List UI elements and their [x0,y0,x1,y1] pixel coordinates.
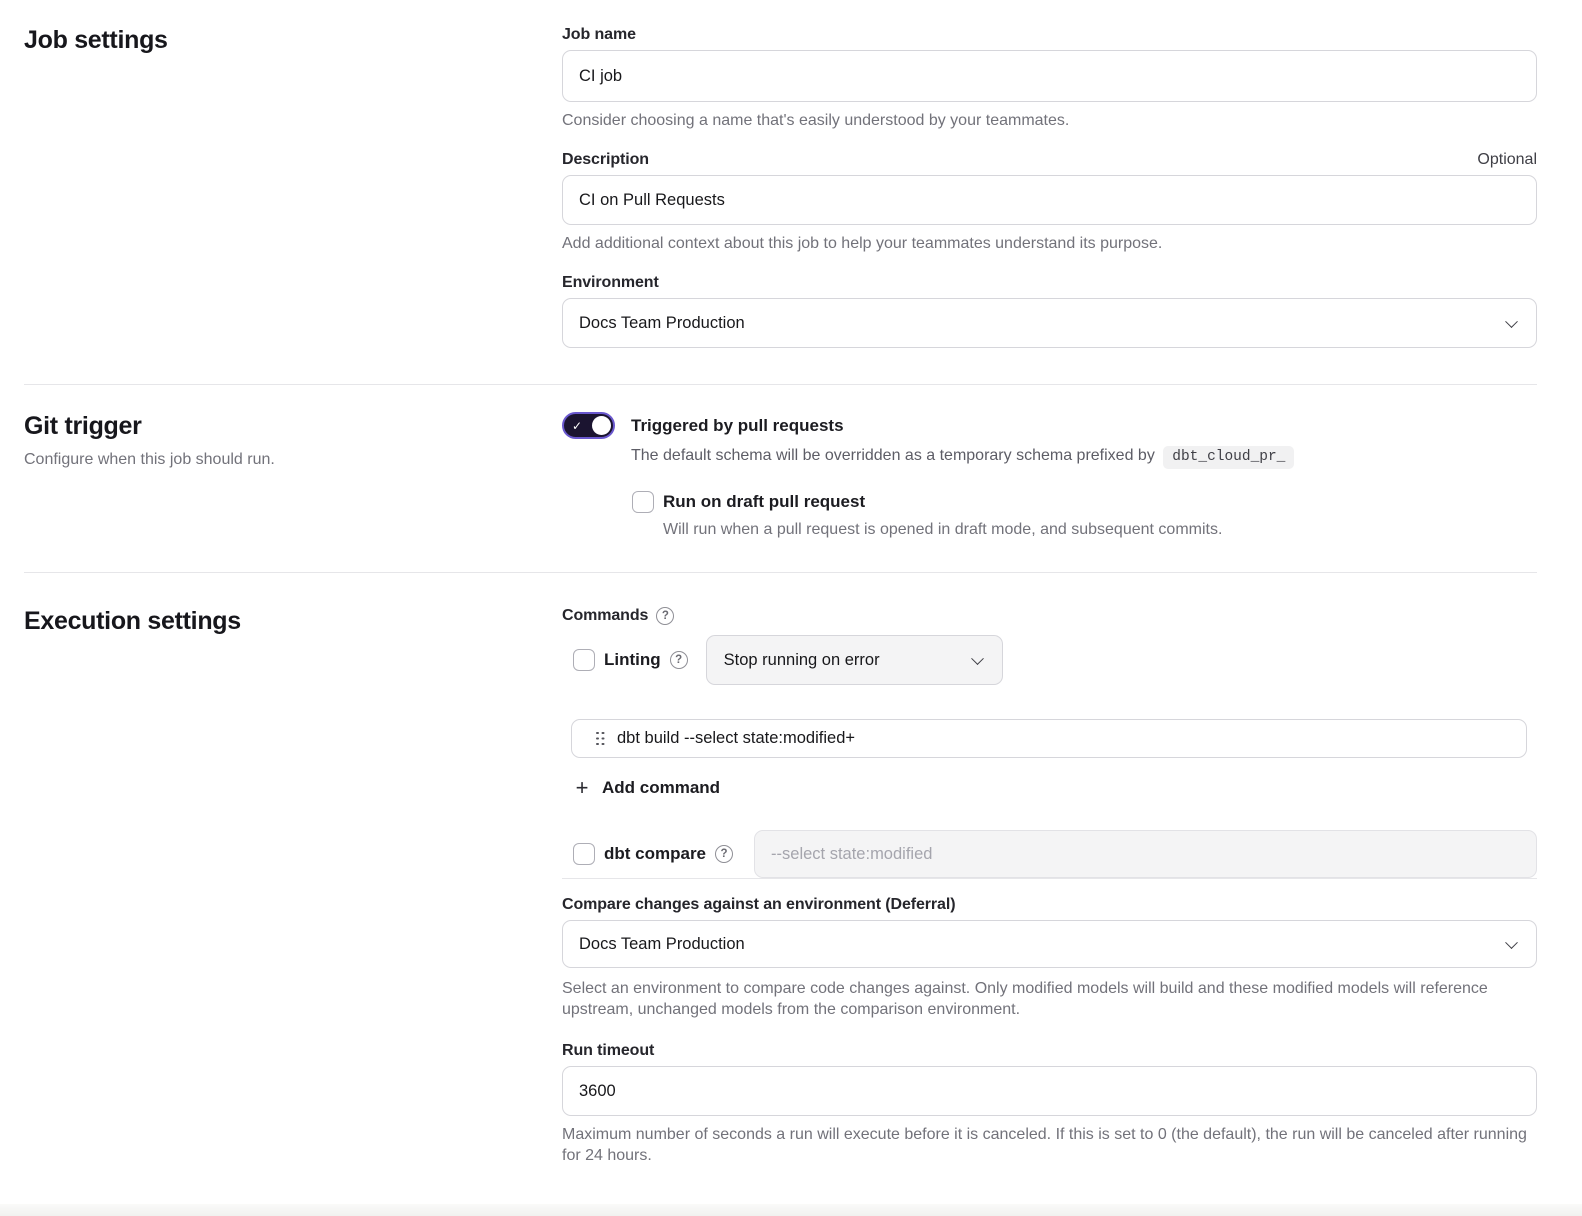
environment-select-value: Docs Team Production [579,313,745,332]
run-timeout-helper: Maximum number of seconds a run will execute before it is canceled. If this is set to 0 (the default), the run will be canceled after running for 24 hours. [562,1126,1527,1164]
environment-select[interactable] [562,298,1537,348]
schema-prefix-code: dbt_cloud_pr_ [1163,446,1294,469]
footer-strip [0,1204,1582,1216]
execution-settings-heading: Execution settings [24,607,241,635]
section-execution-fields [562,607,1537,1166]
commands-help-icon[interactable] [656,607,674,625]
add-command-label: Add command [602,778,721,797]
toggle-knob [592,416,611,435]
dbt-compare-input [754,830,1537,878]
deferral-select-value: Docs Team Production [579,934,745,953]
command-input[interactable] [617,729,1512,748]
drag-handle-icon[interactable] [596,732,605,746]
pull-request-toggle-label: Triggered by pull requests [631,415,844,435]
linting-label: Linting [604,650,661,669]
linting-help-icon[interactable] [670,651,688,669]
git-trigger-heading: Git trigger [24,412,142,440]
dbt-compare-label: dbt compare [604,844,707,863]
toggle-helper-text: The default schema will be overridden as a temporary schema prefixed by [631,447,1155,464]
draft-pr-block [632,491,1537,539]
description-input[interactable] [562,175,1537,225]
deferral-field [562,896,1537,1020]
description-helper: Add additional context about this job to help your teammates understand its purpose. [562,235,1163,252]
dbt-compare-checkbox[interactable] [573,843,595,865]
draft-pr-helper: Will run when a pull request is opened in draft mode, and subsequent commits. [663,521,1223,538]
chevron-down-icon [1505,315,1518,328]
section-execution-settings [0,573,1582,1166]
run-timeout-field [562,1042,1537,1166]
section-job-settings [0,0,1582,384]
pull-request-toggle-helper [631,446,1537,469]
deferral-helper: Select an environment to compare code changes against. Only modified models will build and these modified models will reference upstream, unchanged models from the comparison environment. [562,980,1488,1018]
commands-label-row [562,607,1537,625]
dbt-compare-row [562,830,1537,878]
chevron-down-icon [971,652,984,665]
command-row [571,719,1527,758]
description-optional-badge: Optional [1477,151,1537,168]
run-timeout-label: Run timeout [562,1042,655,1059]
section-git-trigger-left [24,412,562,539]
linting-mode-dropdown[interactable] [706,635,1003,685]
add-command-button[interactable] [573,778,720,798]
commands-label: Commands [562,607,649,624]
job-name-helper: Consider choosing a name that's easily understood by your teammates. [562,112,1070,129]
deferral-select[interactable] [562,920,1537,968]
check-icon [572,417,582,435]
plus-icon [573,779,591,797]
section-job-settings-fields [562,26,1537,348]
section-git-trigger-fields [562,412,1537,539]
git-trigger-subheading: Configure when this job should run. [24,451,275,468]
execution-subdivider [562,878,1537,879]
chevron-down-icon [1505,936,1518,949]
dbt-compare-help-icon[interactable] [715,845,733,863]
description-label: Description [562,151,649,168]
draft-pr-label: Run on draft pull request [663,492,866,511]
run-timeout-input[interactable] [562,1066,1537,1116]
description-field [562,151,1537,254]
draft-pr-checkbox[interactable] [632,491,654,513]
linting-row [562,635,1537,685]
section-job-settings-left [24,26,562,348]
deferral-label: Compare changes against an environment (Deferral) [562,896,956,913]
environment-label: Environment [562,274,659,291]
job-name-input[interactable] [562,50,1537,102]
job-name-label: Job name [562,26,636,43]
pull-request-toggle-row [562,412,1537,439]
linting-mode-value: Stop running on error [723,650,880,669]
job-name-field [562,26,1537,131]
section-git-trigger [0,385,1582,572]
linting-checkbox[interactable] [573,649,595,671]
section-execution-left [24,607,562,1166]
pull-request-toggle[interactable] [562,412,615,439]
environment-field [562,274,1537,348]
job-settings-heading: Job settings [24,26,168,54]
